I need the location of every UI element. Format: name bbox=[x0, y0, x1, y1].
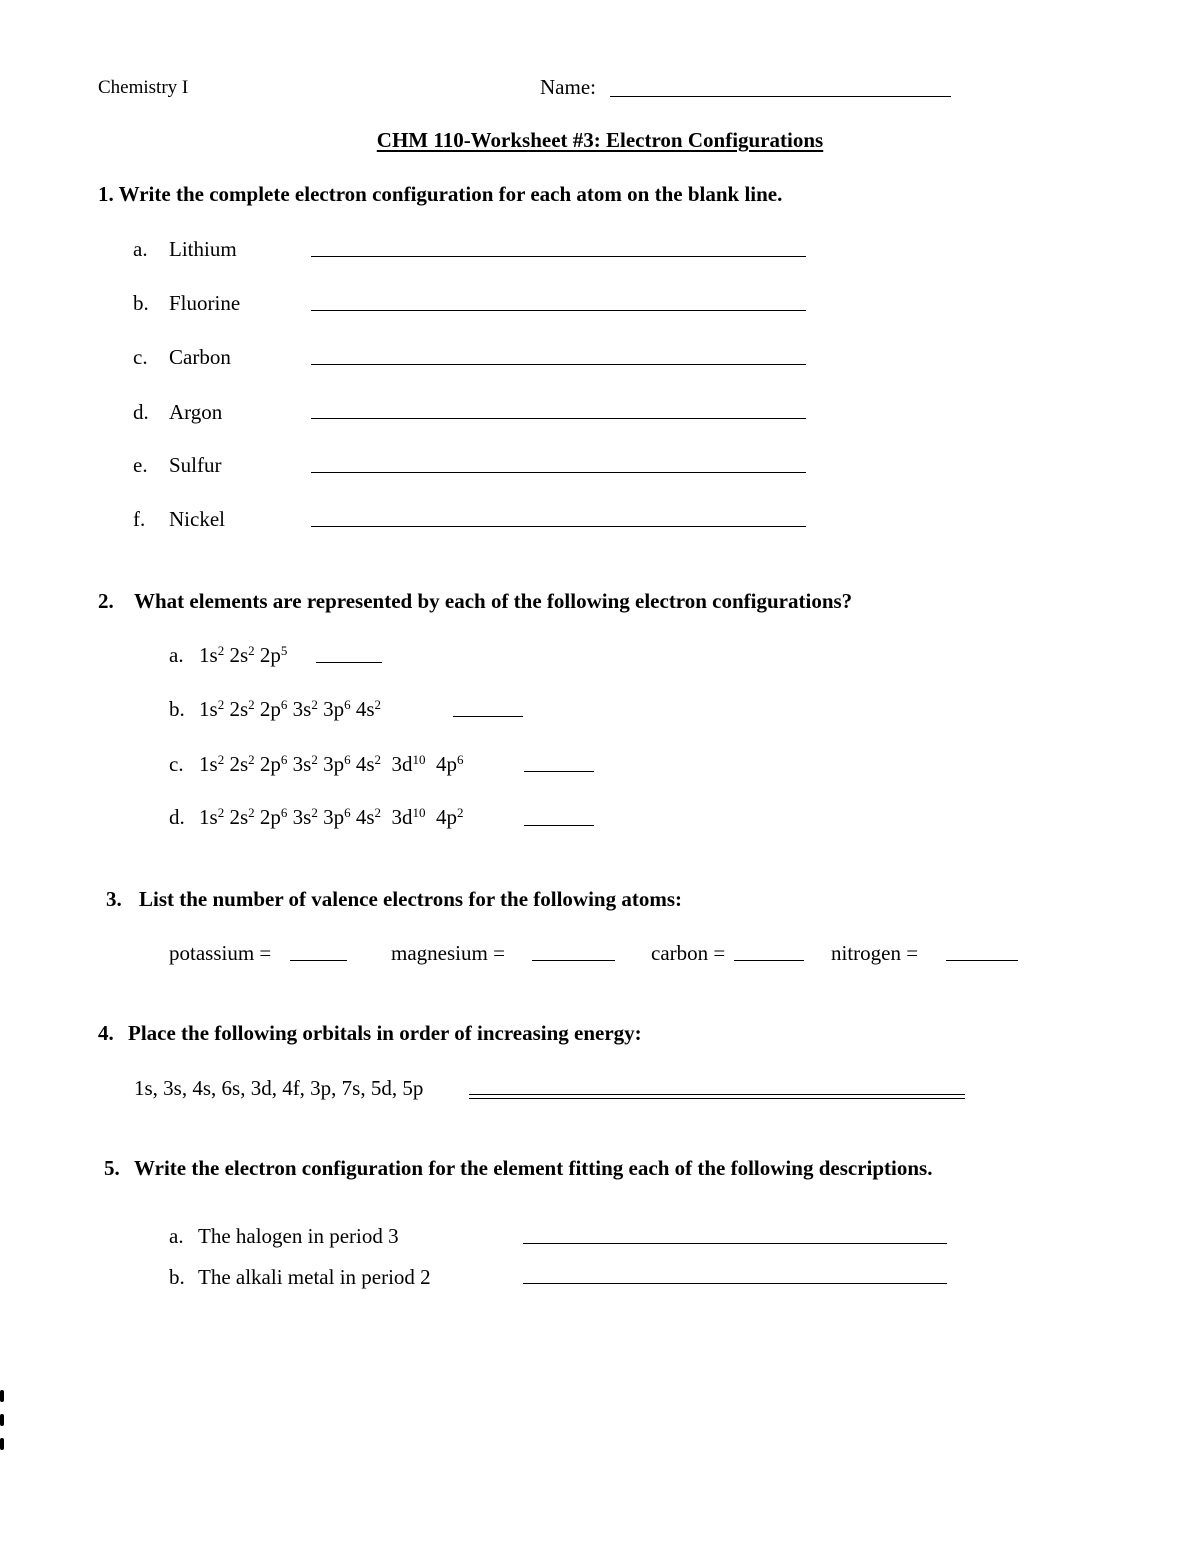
q2-letter: d. bbox=[169, 805, 185, 829]
q1-element: Fluorine bbox=[169, 291, 241, 315]
q3-answer-nitrogen[interactable] bbox=[946, 960, 1018, 961]
orbital: 3s bbox=[292, 752, 312, 776]
orbital-electron-count: 6 bbox=[280, 805, 288, 820]
orbital: 1s bbox=[199, 697, 218, 721]
orbital: 2p bbox=[259, 805, 281, 829]
q1-element: Argon bbox=[169, 400, 223, 424]
q1-prompt: 1. Write the complete electron configuration for each atom on the blank line. bbox=[98, 182, 783, 206]
orbital-electron-count: 6 bbox=[280, 697, 288, 712]
orbital-electron-count: 2 bbox=[374, 752, 381, 767]
orbital: 4s bbox=[355, 752, 375, 776]
orbital: 1s bbox=[199, 805, 218, 829]
q1-element: Lithium bbox=[169, 237, 237, 261]
q1-letter: b. bbox=[133, 291, 149, 315]
q1-letter: c. bbox=[133, 345, 148, 369]
edge-mark bbox=[0, 1414, 4, 1426]
orbital-electron-count: 2 bbox=[374, 697, 381, 712]
q3-answer-potassium[interactable] bbox=[290, 960, 347, 961]
q1-answer-line[interactable] bbox=[311, 418, 806, 419]
orbital: 3s bbox=[292, 697, 312, 721]
q3-number: 3. bbox=[106, 887, 122, 911]
q1-answer-line[interactable] bbox=[311, 526, 806, 527]
q5-answer-line[interactable] bbox=[523, 1283, 947, 1284]
q4-prompt: Place the following orbitals in order of increasing energy: bbox=[128, 1021, 642, 1045]
orbital-electron-count: 2 bbox=[248, 805, 255, 820]
orbital-electron-count: 6 bbox=[344, 805, 351, 820]
orbital-electron-count: 2 bbox=[374, 805, 381, 820]
q5-letter: b. bbox=[169, 1265, 185, 1289]
orbital-electron-count: 10 bbox=[412, 752, 426, 767]
q1-element: Nickel bbox=[169, 507, 225, 531]
orbital: 3d bbox=[391, 805, 413, 829]
edge-mark bbox=[0, 1390, 4, 1402]
orbital-electron-count: 6 bbox=[457, 752, 464, 767]
q5-description: The alkali metal in period 2 bbox=[198, 1265, 431, 1289]
orbital: 4s bbox=[355, 805, 375, 829]
q3-answer-carbon[interactable] bbox=[734, 960, 804, 961]
orbital: 2p bbox=[259, 697, 281, 721]
q3-label-nitrogen: nitrogen = bbox=[831, 941, 919, 965]
q1-answer-line[interactable] bbox=[311, 472, 806, 473]
orbital-electron-count: 6 bbox=[344, 752, 351, 767]
orbital-electron-count: 2 bbox=[248, 752, 255, 767]
q3-answer-magnesium[interactable] bbox=[532, 960, 615, 961]
orbital: 2s bbox=[229, 643, 249, 667]
orbital-electron-count: 2 bbox=[217, 752, 225, 767]
q3-label-carbon: carbon = bbox=[651, 941, 726, 965]
q5-number: 5. bbox=[104, 1156, 120, 1180]
orbital: 2p bbox=[259, 643, 281, 667]
q1-letter: d. bbox=[133, 400, 149, 424]
course-label: Chemistry I bbox=[98, 77, 189, 98]
q2-letter: a. bbox=[169, 643, 184, 667]
q2-letter: b. bbox=[169, 697, 185, 721]
q3-label-potassium: potassium = bbox=[169, 941, 272, 965]
page-title: CHM 110-Worksheet #3: Electron Configurations bbox=[376, 128, 824, 152]
electron-config bbox=[199, 752, 464, 776]
electron-config bbox=[199, 643, 287, 667]
orbital-electron-count: 2 bbox=[248, 643, 255, 658]
q2-number: 2. bbox=[98, 589, 114, 613]
q3-label-magnesium: magnesium = bbox=[391, 941, 505, 965]
q2-answer-line[interactable] bbox=[316, 662, 382, 663]
orbital-electron-count: 2 bbox=[457, 805, 464, 820]
orbital-electron-count: 6 bbox=[344, 697, 351, 712]
orbital: 3d bbox=[391, 752, 413, 776]
orbital: 2p bbox=[259, 752, 281, 776]
q1-answer-line[interactable] bbox=[311, 310, 806, 311]
orbital-electron-count: 2 bbox=[217, 643, 225, 658]
orbital: 3p bbox=[323, 752, 345, 776]
q1-letter: a. bbox=[133, 237, 148, 261]
orbital-electron-count: 2 bbox=[311, 752, 318, 767]
name-field[interactable] bbox=[610, 96, 951, 97]
orbital-electron-count: 2 bbox=[311, 697, 318, 712]
orbital: 1s bbox=[199, 752, 218, 776]
orbital: 4s bbox=[355, 697, 375, 721]
orbital-electron-count: 2 bbox=[248, 697, 255, 712]
q1-letter: f. bbox=[133, 507, 146, 531]
orbital: 3p bbox=[323, 697, 345, 721]
q1-element: Sulfur bbox=[169, 453, 222, 477]
orbital-electron-count: 5 bbox=[280, 643, 288, 658]
q2-prompt: What elements are represented by each of the following electron configurations? bbox=[134, 589, 853, 613]
edge-mark bbox=[0, 1438, 4, 1450]
orbital: 1s bbox=[199, 643, 218, 667]
orbital-electron-count: 10 bbox=[412, 805, 426, 820]
orbital-electron-count: 2 bbox=[311, 805, 318, 820]
q5-description: The halogen in period 3 bbox=[198, 1224, 399, 1248]
q5-prompt: Write the electron configuration for the element fitting each of the following descriptions. bbox=[134, 1156, 933, 1180]
q5-letter: a. bbox=[169, 1224, 184, 1248]
orbital-electron-count: 6 bbox=[280, 752, 288, 767]
q2-answer-line[interactable] bbox=[453, 716, 523, 717]
orbital: 3s bbox=[292, 805, 312, 829]
orbital: 2s bbox=[229, 752, 249, 776]
q4-number: 4. bbox=[98, 1021, 114, 1045]
orbital: 3p bbox=[323, 805, 345, 829]
electron-config bbox=[199, 805, 464, 829]
orbital: 4p bbox=[436, 805, 457, 829]
orbital: 2s bbox=[229, 805, 249, 829]
q1-answer-line[interactable] bbox=[311, 364, 806, 365]
q2-letter: c. bbox=[169, 752, 184, 776]
orbital-electron-count: 2 bbox=[217, 697, 225, 712]
orbital-electron-count: 2 bbox=[217, 805, 225, 820]
orbital: 4p bbox=[436, 752, 457, 776]
q4-orbital-list: 1s, 3s, 4s, 6s, 3d, 4f, 3p, 7s, 5d, 5p bbox=[134, 1076, 424, 1100]
q1-element: Carbon bbox=[169, 345, 231, 369]
q5-answer-line[interactable] bbox=[523, 1243, 947, 1244]
q2-answer-line[interactable] bbox=[524, 825, 594, 826]
q3-prompt: List the number of valence electrons for the following atoms: bbox=[139, 887, 683, 911]
electron-config bbox=[199, 697, 381, 721]
q2-answer-line[interactable] bbox=[524, 771, 594, 772]
q1-answer-line[interactable] bbox=[311, 256, 806, 257]
name-label: Name: bbox=[540, 75, 596, 99]
q1-letter: e. bbox=[133, 453, 148, 477]
q4-answer-line[interactable] bbox=[469, 1094, 965, 1099]
orbital: 2s bbox=[229, 697, 249, 721]
